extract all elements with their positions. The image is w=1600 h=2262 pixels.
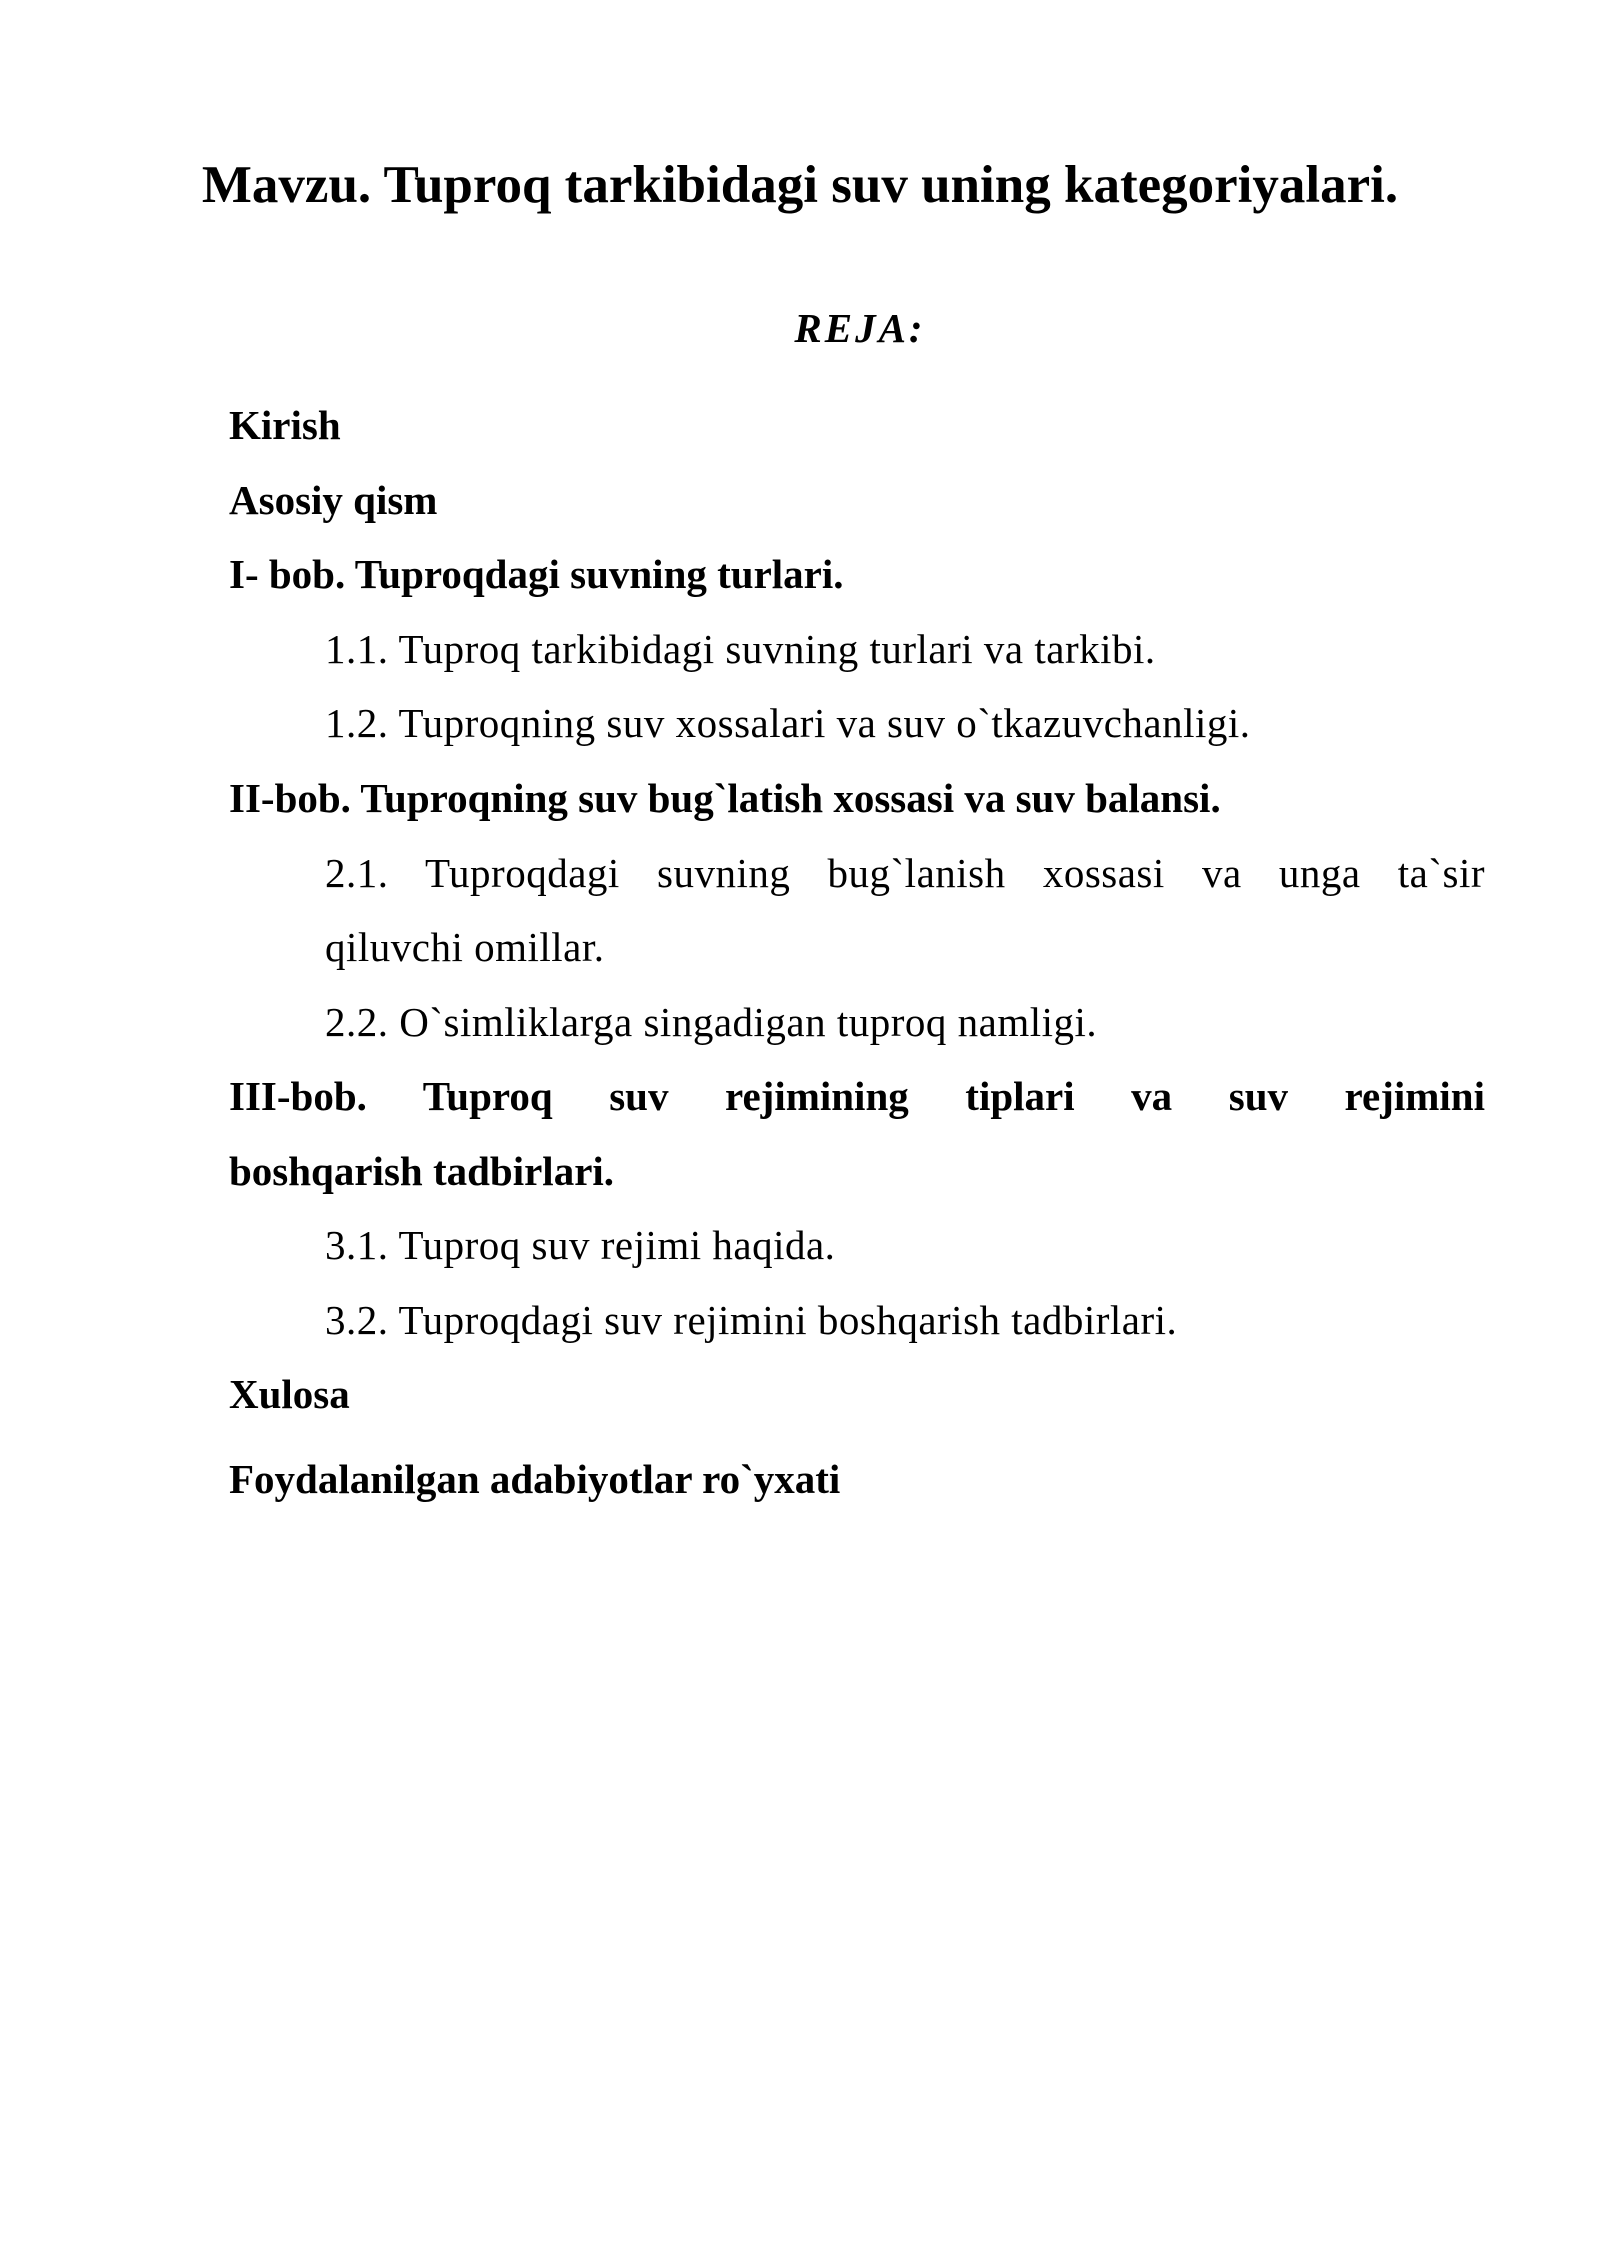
plan-item-chapter-2: II-bob. Tuproqning suv bug`latish xossasi va suv balansi.	[229, 775, 1221, 821]
plan-item-section-2-2: 2.2. O`simliklarga singadigan tuproq namligi.	[325, 999, 1098, 1045]
plan-item-section-1-2: 1.2. Tuproqning suv xossalari va suv o`tkazuvchanligi.	[325, 700, 1251, 746]
plan-heading: REJA:	[794, 305, 926, 351]
plan-item-section-2-1: 2.1. Tuproqdagi suvning bug`lanish xossasi va unga ta`sir	[325, 850, 1485, 896]
plan-item-introduction: Kirish	[229, 402, 341, 448]
document-title: Mavzu. Tuproq tarkibidagi suv uning kategoriyalari.	[201, 156, 1399, 214]
plan-item-chapter-3: III-bob. Tuproq suv rejimining tiplari va suv rejimini	[229, 1073, 1485, 1119]
plan-item-main-part: Asosiy qism	[229, 477, 438, 523]
plan-item-section-3-1: 3.1. Tuproq suv rejimi haqida.	[325, 1222, 836, 1268]
plan-item-section-2-1-continuation: qiluvchi omillar.	[325, 924, 605, 970]
plan-item-section-3-2: 3.2. Tuproqdagi suv rejimini boshqarish tadbirlari.	[325, 1297, 1178, 1343]
plan-item-references: Foydalanilgan adabiyotlar ro`yxati	[229, 1456, 841, 1502]
plan-item-chapter-3-continuation: boshqarish tadbirlari.	[229, 1148, 615, 1194]
plan-item-section-1-1: 1.1. Tuproq tarkibidagi suvning turlari va tarkibi.	[325, 626, 1156, 672]
plan-item-chapter-1: I- bob. Tuproqdagi suvning turlari.	[229, 551, 844, 597]
plan-item-conclusion: Xulosa	[229, 1371, 350, 1417]
